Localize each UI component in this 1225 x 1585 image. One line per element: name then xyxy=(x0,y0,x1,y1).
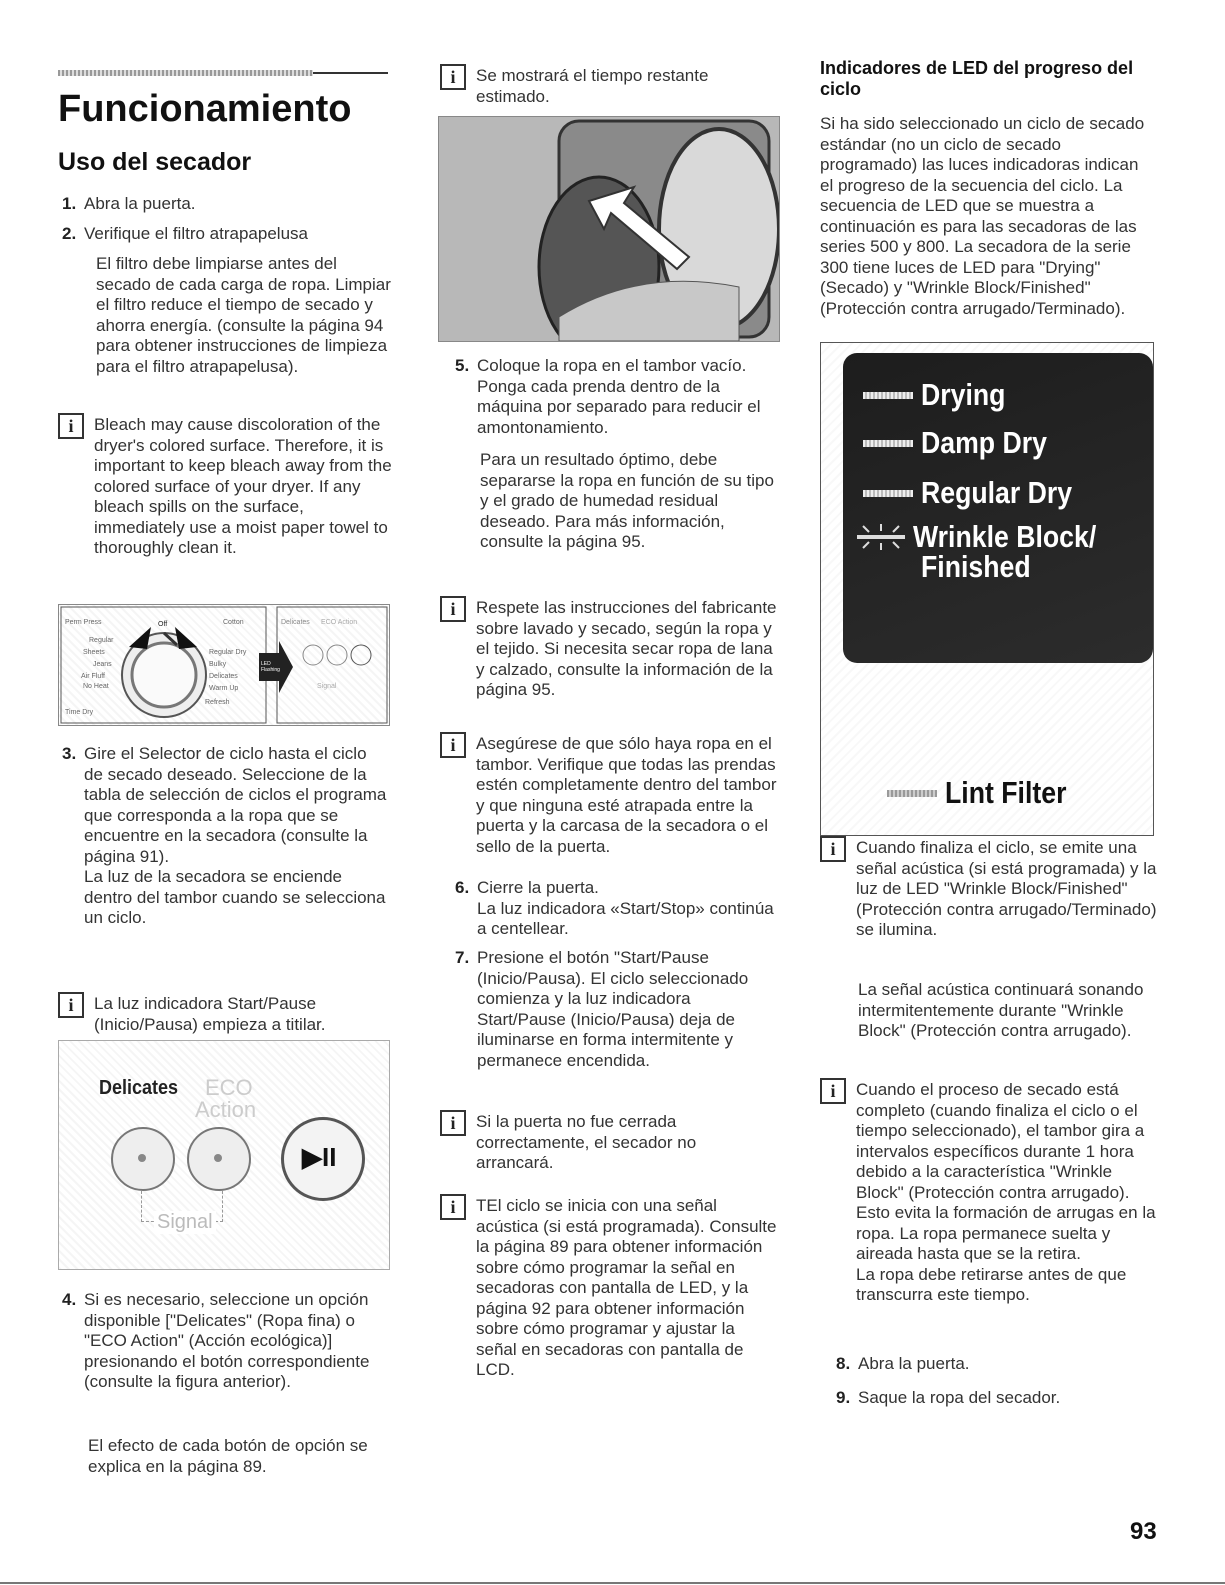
cycle-label-jeans: Jeans xyxy=(93,661,112,668)
led-section-heading: Indicadores de LED del progreso del ciclo xyxy=(820,58,1134,99)
led-indicator xyxy=(863,440,913,447)
action-option-label: Action xyxy=(195,1097,257,1122)
note-fabric-care: i Respete las instrucciones del fabricante sobre lavado y secado, según la ropa y el tejido. Si necesita secar ropa de lana y calzado, consulte la información de la página 95. xyxy=(440,598,778,701)
signal-label: Signal xyxy=(317,683,337,690)
cycle-label-air-fluff: Air Fluff xyxy=(81,673,105,680)
step-2: 2. Verifique el filtro atrapapelusa xyxy=(62,224,308,243)
led-intro-text: Si ha sido seleccionado un ciclo de secado estándar (no un ciclo de secado programado) las luces indicadoras indican el progreso de la secuencia del ciclo. La secuencia de LED que se muestra a continuación es para las secadoras de las series 500 y 800. La secadora de la serie 300 tiene luces de LED para "Drying" (Secado) y "Wrinkle Block/Finished" (Protección contra arrugado/Terminado). xyxy=(820,114,1145,318)
flashing-led-icon xyxy=(849,522,913,552)
delicates-button-led xyxy=(138,1154,146,1162)
led-indicator xyxy=(863,490,913,497)
step-5-detail: Para un resultado óptimo, debe separarse la ropa en función de su tipo y el grado de humedad residual deseado. Para más información, consulte la página 95. xyxy=(480,450,774,551)
info-icon: i xyxy=(58,992,84,1018)
step-4-detail: El efecto de cada botón de opción se explica en la página 89. xyxy=(88,1436,368,1476)
step-1: 1. Abra la puerta. xyxy=(62,194,196,213)
option-buttons-figure xyxy=(58,1040,390,1270)
step-2-detail: El filtro debe limpiarse antes del secado de cada carga de ropa. Limpiar el filtro reduce el tiempo de secado y ahorra energía. (consulte la página 94 para obtener instrucciones de limpieza para el filtro atrapapelusa). xyxy=(96,254,391,376)
cycle-label-delicates: Delicates xyxy=(209,673,238,680)
cycle-label-sheets: Sheets xyxy=(83,649,105,656)
option-delicates-label: Delicates xyxy=(281,619,310,626)
option-eco-label: ECO Action xyxy=(321,619,358,626)
cycle-label-no-heat: No Heat xyxy=(83,683,109,690)
step-4: 4. Si es necesario, seleccione un opción disponible ["Delicates" (Ropa fina) o "ECO Action" (Acción ecológica)] presionando el botón correspondiente (consulte la figura anterior). xyxy=(62,1290,370,1391)
header-rule xyxy=(58,72,388,74)
info-icon: i xyxy=(440,732,466,758)
eco-action-button[interactable] xyxy=(187,1127,251,1191)
step-7: 7. Presione el botón "Start/Pause (Inicio/Pausa). El ciclo seleccionado comienza y la luz indicadora Start/Pause (Inicio/Pausa) deja de iluminarse en forma intermitente y permanece encendida. xyxy=(455,948,749,1070)
start-pause-button[interactable] xyxy=(281,1117,365,1201)
page-title: Funcionamiento xyxy=(58,88,352,130)
note-start-pause: i La luz indicadora Start/Pause (Inicio/Pausa) empieza a titilar. xyxy=(58,994,388,1035)
step-8: 8. Abra la puerta. xyxy=(836,1354,970,1373)
eco-action-button-led xyxy=(214,1154,222,1162)
step-5: 5. Coloque la ropa en el tambor vacío. Ponga cada prenda dentro de la máquina por separado para reducir el amontonamiento. xyxy=(455,356,761,437)
note-cycle-end-detail: La señal acústica continuará sonando intermitentemente durante "Wrinkle Block" (Protección contra arrugado). xyxy=(858,980,1144,1040)
info-icon: i xyxy=(440,1110,466,1136)
led-lint-filter: Lint Filter xyxy=(887,775,1086,811)
cycle-selector-figure xyxy=(58,604,390,726)
led-wrinkle-block: Wrinkle Block/ xyxy=(849,519,1126,555)
led-indicator xyxy=(863,392,913,399)
lint-filter-photo xyxy=(438,116,780,342)
cycle-label-regular: Regular xyxy=(89,637,114,644)
led-progress-panel xyxy=(820,342,1154,836)
info-icon: i xyxy=(440,64,466,90)
delicates-button[interactable] xyxy=(111,1127,175,1191)
dial-off-label: Off xyxy=(158,621,168,628)
page-number: 93 xyxy=(1130,1518,1157,1545)
note-remaining-time: i Se mostrará el tiempo restante estimado. xyxy=(440,66,770,107)
footer-rule xyxy=(0,1582,1225,1584)
step-3: 3. Gire el Selector de ciclo hasta el ciclo de secado deseado. Seleccione de la tabla de selección de ciclos el programa que corresponda a la ropa que se encuentre en la secadora (consulte la página 91). La luz de la secadora se enciende dentro del tambor cuando se selecciona un ciclo. xyxy=(62,744,387,927)
eco-option-label: ECO xyxy=(205,1075,253,1100)
led-finished-label: Finished xyxy=(921,549,1031,584)
info-icon: i xyxy=(58,413,84,439)
led-damp-dry: Damp Dry xyxy=(863,425,1067,461)
note-signal: i TEl ciclo se inicia con una señal acústica (si está programada). Consulte la página 89 para obtener información sobre cómo programar la señal en secadoras con pantalla de LED, y la página 92 para obtener información sobre cómo programar y ajustar la señal en secadoras con pantalla de LCD. xyxy=(440,1196,778,1381)
info-icon: i xyxy=(820,836,846,862)
note-wrinkle-block: i Cuando el proceso de secado está completo (cuando finaliza el ciclo o el tiempo seleccionado), el tambor gira a intervalos específicos durante 1 hora debido a la característica "Wrinkle Block" (Protección contra arrugado). Esto evita la formación de arrugas en la ropa. La ropa permanece suelta y aireada hasta que se la retira. La ropa debe retirarse antes de que transcurra este tiempo. xyxy=(820,1080,1160,1306)
section-title: Uso del secador xyxy=(58,148,252,176)
note-drum-check: i Asegúrese de que sólo haya ropa en el tambor. Verifique que todas las prendas estén completamente dentro del tambor y que ninguna esté atrapada entre la puerta y la carcasa de la secadora o el sello de la puerta. xyxy=(440,734,778,857)
info-icon: i xyxy=(440,596,466,622)
play-pause-icon: ▶II xyxy=(302,1142,337,1172)
note-bleach: i Bleach may cause discoloration of the dryer's colored surface. Therefore, it is important to keep bleach away from the colored surface of your dryer. If any bleach spills on the surface, immediately use a moist paper towel to thoroughly clean it. xyxy=(58,415,398,559)
cycle-label-perm-press: Perm Press xyxy=(65,619,102,626)
step-6: 6. Cierre la puerta. La luz indicadora «Start/Stop» continúa a centellear. xyxy=(455,878,774,938)
cycle-label-regular-dry: Regular Dry xyxy=(209,649,247,656)
cycle-label-cotton: Cotton xyxy=(223,619,244,626)
cycle-label-time-dry: Time Dry xyxy=(65,709,94,716)
led-flashing-label: LED Flashing xyxy=(261,661,280,673)
cycle-label-bulky: Bulky xyxy=(209,661,227,668)
dryer-door-illustration xyxy=(439,117,779,341)
delicates-option-label: Delicates xyxy=(99,1077,179,1099)
signal-label: Signal xyxy=(154,1211,216,1234)
led-regular-dry: Regular Dry xyxy=(863,475,1097,511)
cycle-label-refresh: Refresh xyxy=(205,699,230,706)
cycle-label-warm-up: Warm Up xyxy=(209,685,239,692)
led-indicator xyxy=(887,790,937,797)
info-icon: i xyxy=(440,1194,466,1220)
led-drying: Drying xyxy=(863,377,1019,413)
note-door-closed: i Si la puerta no fue cerrada correctamente, el secador no arrancará. xyxy=(440,1112,770,1174)
note-cycle-end: i Cuando finaliza el ciclo, se emite una señal acústica (si está programada) y la luz de LED "Wrinkle Block/Finished" (Protección contra arrugado/Terminado) se ilumina. xyxy=(820,838,1160,941)
info-icon: i xyxy=(820,1078,846,1104)
step-9: 9. Saque la ropa del secador. xyxy=(836,1388,1061,1407)
